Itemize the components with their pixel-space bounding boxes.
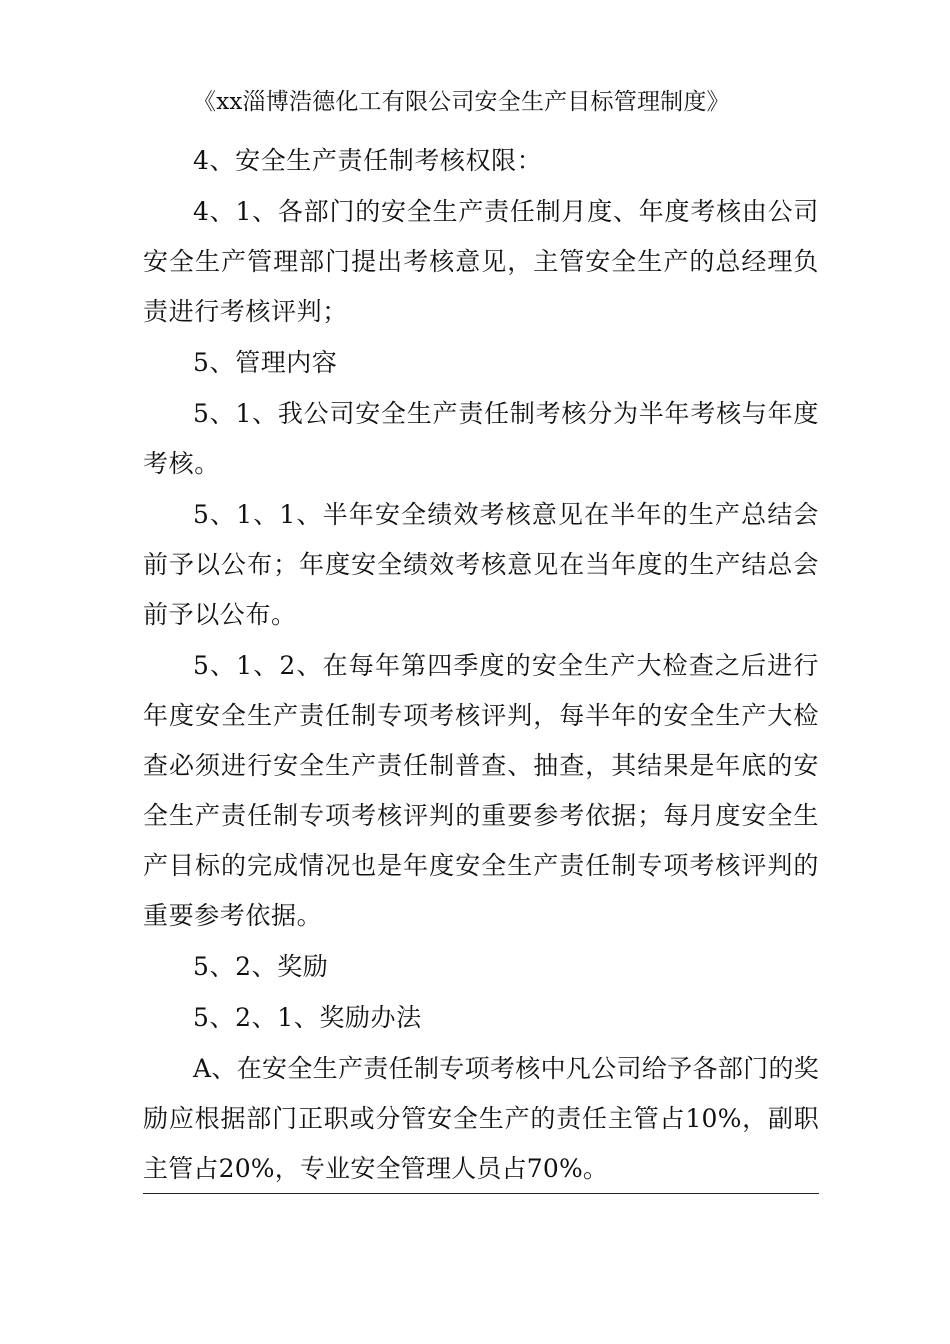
paragraph-5-heading: 5、管理内容 <box>193 348 338 377</box>
paragraph-5-1-1: 5、1、1、半年安全绩效考核意见在半年的生产总结会前予以公布；年度安全绩效考核意见在当年度的生产结总会前予以公布。 <box>143 500 819 629</box>
paragraph-5-1: 5、1、我公司安全生产责任制考核分为半年考核与年度考核。 <box>143 399 819 478</box>
document-title: 《xx淄博浩德化工有限公司安全生产目标管理制度》 <box>193 89 730 115</box>
paragraph-a: A、在安全生产责任制专项考核中凡公司给予各部门的奖励应根据部门正职或分管安全生产的责任主管占10%，副职主管占20%，专业安全管理人员占70%。 <box>143 1054 819 1183</box>
paragraph-5-2-heading: 5、2、奖励 <box>193 952 329 981</box>
paragraph-5-2-1-heading: 5、2、1、奖励办法 <box>193 1003 422 1032</box>
document-body <box>143 136 819 1195</box>
paragraph-4-heading: 4、安全生产责任制考核权限： <box>193 146 543 175</box>
paragraph-4-1: 4、1、各部门的安全生产责任制月度、年度考核由公司安全生产管理部门提出考核意见，主管安全生产的总经理负责进行考核评判； <box>143 197 819 326</box>
footer-divider <box>143 1193 819 1194</box>
paragraph-5-1-2: 5、1、2、在每年第四季度的安全生产大检查之后进行年度安全生产责任制专项考核评判，每半年的安全生产大检查必须进行安全生产责任制普查、抽查，其结果是年底的安全生产责任制专项考核评判的重要参考依据；每月度安全生产目标的完成情况也是年度安全生产责任制专项考核评判的重要参考依据。 <box>143 651 819 930</box>
